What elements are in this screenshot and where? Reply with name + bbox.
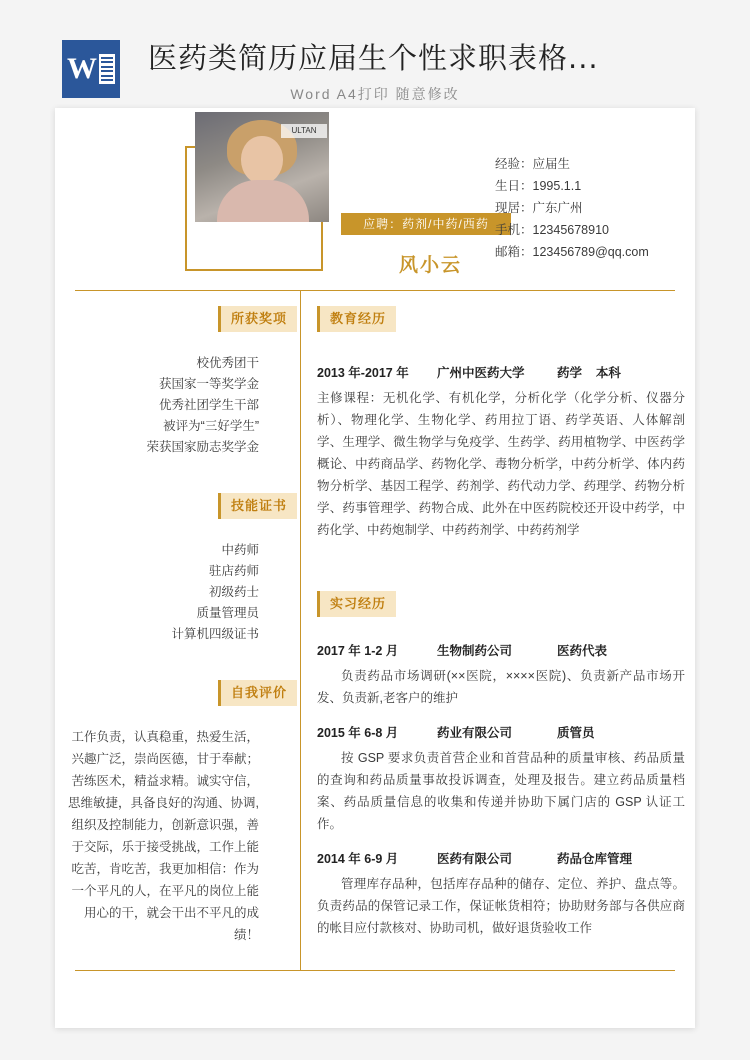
entry-date: 2015 年 6-8 月 xyxy=(317,726,399,740)
section-tag-skills: 技能证书 xyxy=(218,493,297,519)
section-tag-education: 教育经历 xyxy=(317,306,396,332)
avatar xyxy=(195,112,329,222)
divider-horizontal-top xyxy=(75,290,675,291)
contact-row xyxy=(495,153,649,175)
page-title: 医药类简历应届生个性求职表格... xyxy=(148,41,599,75)
entry-body: 负责药品市场调研(××医院，××××医院)、负责新产品市场开发、负责新,老客户的维护 xyxy=(317,669,685,705)
avatar-face xyxy=(241,136,283,184)
entry-role: 药学 xyxy=(557,366,583,380)
contact-value: 应届生 xyxy=(532,157,571,171)
list-item: 被评为“三好学生” xyxy=(163,419,259,433)
document-header xyxy=(0,22,750,100)
contact-label: 现居： xyxy=(495,201,533,215)
contact-label: 生日： xyxy=(495,179,533,193)
awards-list xyxy=(65,353,283,458)
internship-entry xyxy=(317,723,685,835)
entry-head xyxy=(317,641,685,659)
entry-role: 医药代表 xyxy=(557,644,608,658)
contact-label: 手机： xyxy=(495,223,533,237)
list-item: 获国家一等奖学金 xyxy=(158,377,259,391)
contact-row xyxy=(495,241,649,263)
contact-row xyxy=(495,219,649,241)
apply-for-badge: 应聘：药剂/中药/西药 xyxy=(341,213,511,235)
contact-value: 1995.1.1 xyxy=(532,179,582,193)
entry-role: 质管员 xyxy=(557,726,595,740)
list-item: 计算机四级证书 xyxy=(171,627,259,641)
skills-list xyxy=(65,540,283,645)
resume-sheet xyxy=(55,108,695,1028)
entry-head xyxy=(317,849,685,867)
contact-value: 广东广州 xyxy=(532,201,583,215)
avatar-body xyxy=(217,180,309,222)
contact-row xyxy=(495,175,649,197)
candidate-name: 风小云 xyxy=(399,255,463,276)
contact-value: 123456789@qq.com xyxy=(532,245,649,259)
entry-body: 按 GSP 要求负责首营企业和首营品种的质量审核、药品质量的查询和药品质量事故投诉调查，处理及报告。建立药品质量档案、药品质量信息的收集和传递并协助下属门店的 GSP 认证工作。 xyxy=(317,751,685,831)
self-evaluation-block xyxy=(65,726,283,946)
entry-head xyxy=(317,363,685,381)
list-item: 校优秀团干 xyxy=(196,356,259,370)
entry-role: 药品仓库管理 xyxy=(557,852,633,866)
contact-label: 经验： xyxy=(495,157,533,171)
entry-date: 2014 年 6-9 月 xyxy=(317,852,399,866)
divider-horizontal-bottom xyxy=(75,970,675,971)
list-item: 质量管理员 xyxy=(196,606,259,620)
entry-degree: 本科 xyxy=(595,366,621,380)
entry-date: 2013 年-2017 年 xyxy=(317,366,409,380)
word-logo-letter: W xyxy=(67,52,97,85)
list-item: 初级药士 xyxy=(208,585,259,599)
entry-org: 生物制药公司 xyxy=(437,644,513,658)
contact-label: 邮箱： xyxy=(495,245,533,259)
word-logo-lines xyxy=(99,54,115,84)
education-entries xyxy=(317,363,685,541)
list-item: 荣获国家励志奖学金 xyxy=(146,440,259,454)
education-entry xyxy=(317,363,685,541)
entry-date: 2017 年 1-2 月 xyxy=(317,644,399,658)
entry-body: 管理库存品种，包括库存品种的储存、定位、养护、盘点等。负责药品的保管记录工作，保证帐货相符；协助财务部与各供应商的帐目应付款核对、协助司机，做好退货验收工作 xyxy=(317,877,685,935)
entry-org: 医药有限公司 xyxy=(437,852,513,866)
section-tag-internship: 实习经历 xyxy=(317,591,396,617)
divider-vertical xyxy=(300,290,301,970)
entry-head xyxy=(317,723,685,741)
contact-row xyxy=(495,197,649,219)
entry-org: 药业有限公司 xyxy=(437,726,513,740)
page-subtitle: Word A4打印 随意修改 xyxy=(290,86,460,102)
entry-org: 广州中医药大学 xyxy=(437,366,525,380)
contact-block xyxy=(495,153,649,263)
internship-entry xyxy=(317,641,685,709)
internship-entries xyxy=(317,641,685,939)
entry-body: 主修课程：无机化学、有机化学，分析化学（化学分析、仪器分析）、物理化学、生物化学、药用拉丁语、药学英语、人体解剖学、生理学、微生物学与免疫学、生药学、药用植物学、中医药学概论、中药商品学、药物化学、毒物分析学，中药分析学、体内药物分析学、基因工程学、药剂学、药代动力学、药理学、药物分析学、药事管理学、药物合成、此外在中医药院校还开设中药学，中药化学、中药炮制学、中药药剂学、中药药剂学 xyxy=(317,391,685,537)
photo-badge: ULTAN xyxy=(281,124,327,138)
section-tag-awards: 所获奖项 xyxy=(218,306,297,332)
list-item: 中药师 xyxy=(221,543,259,557)
self-evaluation-text: 工作负责，认真稳重，热爱生活，兴趣广泛，崇尚医德，甘于奉献；苦练医术，精益求精。诚实守信，思维敏捷，具备良好的沟通、协调,组织及控制能力，创新意识强，善于交际，乐于接受挑战，工作上能吃苦，肯吃苦，我更加相信：作为一个平凡的人，在平凡的岗位上能用心的干，就会干出不平凡的成绩！ xyxy=(68,730,259,942)
internship-entry xyxy=(317,849,685,939)
list-item: 优秀社团学生干部 xyxy=(158,398,259,412)
section-tag-self-evaluation: 自我评价 xyxy=(218,680,297,706)
contact-value: 12345678910 xyxy=(532,223,609,237)
list-item: 驻店药师 xyxy=(208,564,259,578)
